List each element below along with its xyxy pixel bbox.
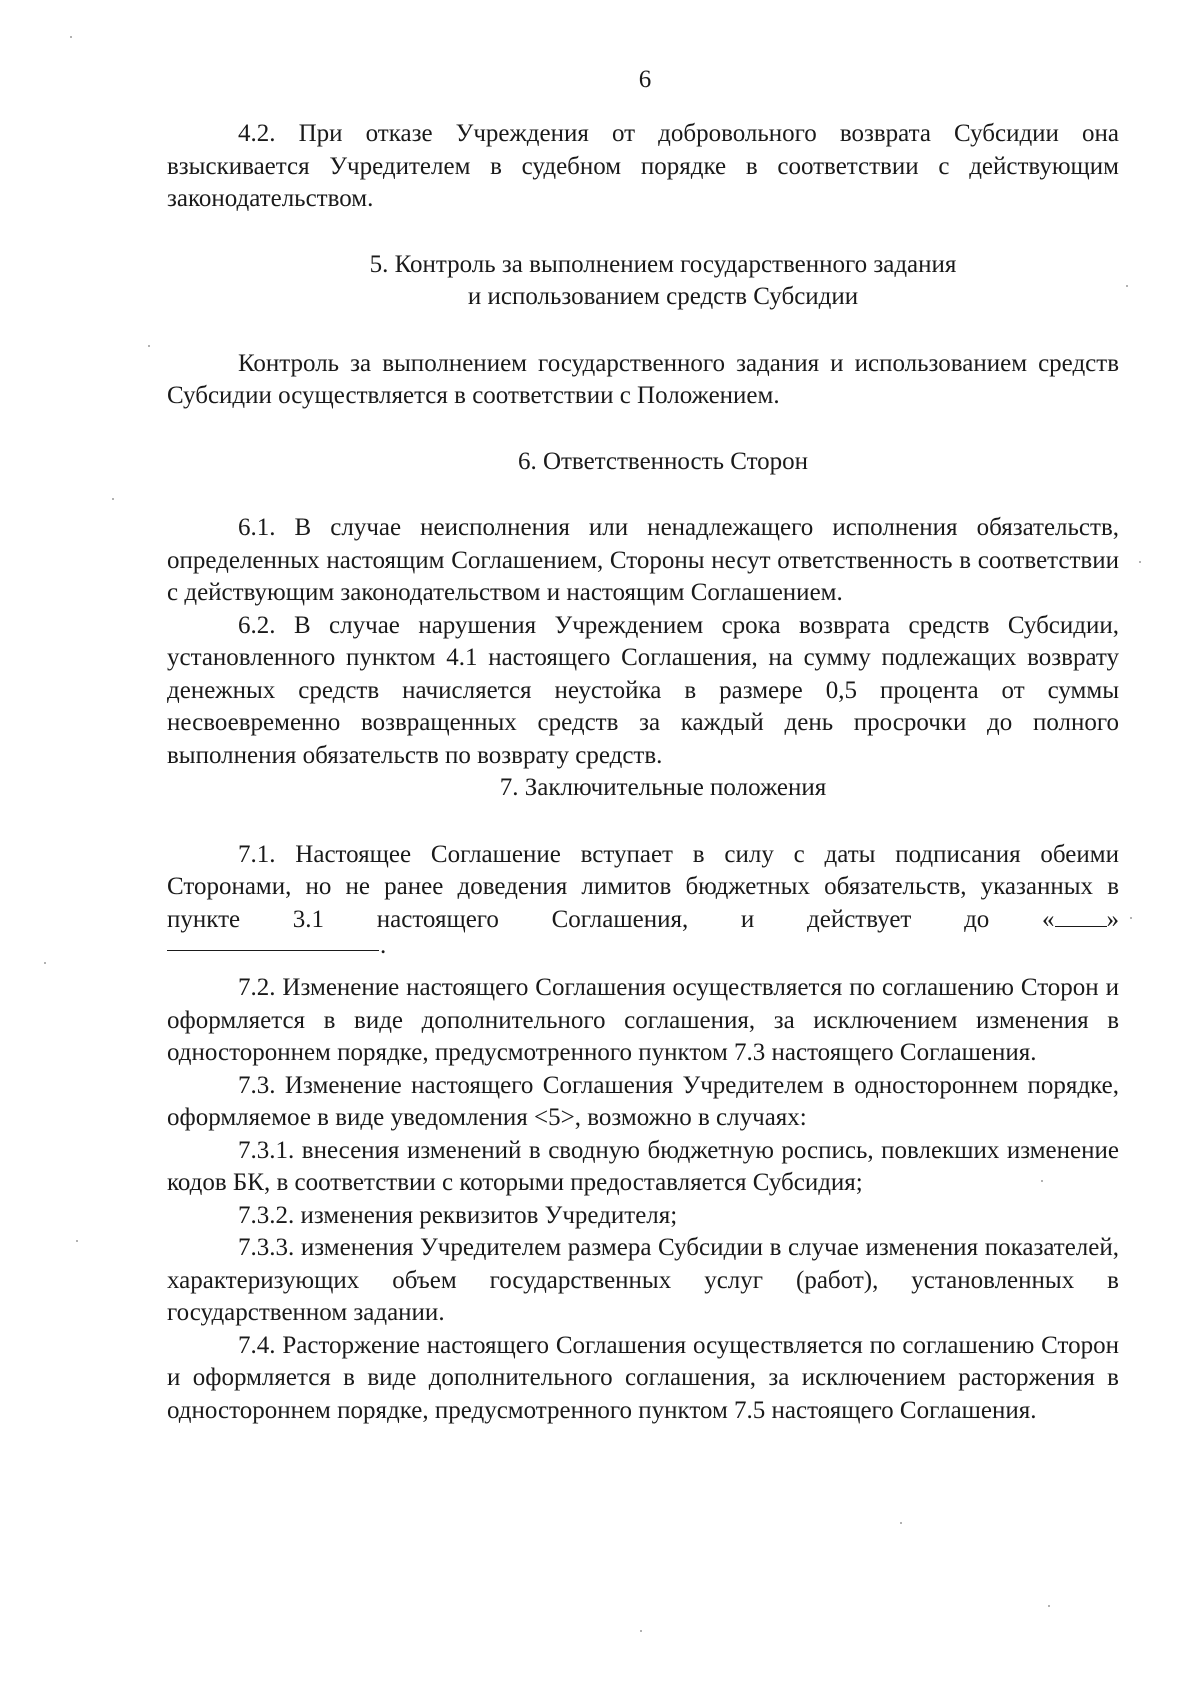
scan-speck bbox=[900, 1522, 902, 1524]
paragraph-7-4: 7.4. Расторжение настоящего Соглашения осуществляется по соглашению Сторон и оформляется в виде дополнительного соглашения, за исключением расторжения в одностороннем порядке, предусмотренного пунктом 7.5 настоящего Соглашения. bbox=[167, 1331, 1119, 1424]
scan-speck bbox=[1041, 1180, 1043, 1182]
scan-speck bbox=[1048, 1605, 1050, 1607]
paragraph-7-1-end: . bbox=[380, 932, 387, 959]
scan-speck bbox=[112, 498, 114, 500]
heading-section-7: 7. Заключительные положения bbox=[499, 774, 827, 801]
date-month-year-blank bbox=[167, 950, 379, 951]
scan-speck bbox=[1130, 917, 1132, 919]
paragraph-7-1-quote-close: » bbox=[1106, 905, 1119, 933]
paragraph-7-3: 7.3. Изменение настоящего Соглашения Учредителем в одностороннем порядке, оформляемое в виде уведомления <5>, возможно в случаях: bbox=[167, 1071, 1119, 1131]
date-month-year-row bbox=[167, 932, 1119, 972]
paragraph-7-3-1: 7.3.1. внесения изменений в сводную бюджетную роспись, повлекших изменение кодов БК, в соответствии с которыми предоставляется Субсидия; bbox=[167, 1136, 1119, 1196]
paragraph-6-2: 6.2. В случае нарушения Учреждением срока возврата средств Субсидии, установленного пунктом 4.1 настоящего Соглашения, на сумму подлежащих возврату денежных средств начисляется неустойка в размере 0,5 процента от суммы несвоевременно возвращенных средств за каждый день просрочки до полного выполнения обязательств по возврату средств. bbox=[167, 611, 1119, 769]
paragraph-6-1: 6.1. В случае неисполнения или ненадлежащего исполнения обязательств, определенных настоящим Соглашением, Стороны несут ответственность в соответствии с действующим законодательством и настоящим Соглашением. bbox=[167, 514, 1119, 606]
page-number: 6 bbox=[638, 66, 652, 93]
paragraph-4-2: 4.2. При отказе Учреждения от добровольного возврата Субсидии она взыскивается Учредителем в судебном порядке в соответствии с действующим законодательством. bbox=[167, 120, 1119, 212]
scan-speck bbox=[640, 1630, 642, 1632]
document-body bbox=[167, 118, 1119, 1427]
heading-section-6: 6. Ответственность Сторон bbox=[517, 447, 809, 475]
scan-speck bbox=[70, 36, 72, 38]
paragraph-7-2: 7.2. Изменение настоящего Соглашения осуществляется по соглашению Сторон и оформляется в виде дополнительного соглашения, за исключением изменения в одностороннем порядке, предусмотренного пунктом 7.3 настоящего Соглашения. bbox=[167, 974, 1119, 1066]
date-day-blank bbox=[1055, 906, 1107, 927]
heading-section-5-line-1: 5. Контроль за выполнением государственного задания bbox=[369, 250, 957, 278]
scan-speck bbox=[148, 345, 150, 347]
scan-speck bbox=[44, 962, 46, 964]
scan-speck bbox=[1139, 561, 1141, 563]
scan-speck bbox=[1126, 285, 1128, 287]
paragraph-5: Контроль за выполнением государственного задания и использованием средств Субсидии осуществляется в соответствии с Положением. bbox=[167, 349, 1119, 409]
heading-section-5-line-2: и использованием средств Субсидии bbox=[467, 283, 859, 310]
paragraph-7-3-3: 7.3.3. изменения Учредителем размера Субсидии в случае изменения показателей, характеризующих объем государственных услуг (работ), установленных в государственном задании. bbox=[167, 1234, 1119, 1326]
scan-speck bbox=[76, 1240, 78, 1242]
paragraph-7-1-text: 7.1. Настоящее Соглашение вступает в силу с даты подписания обеими Сторонами, но не ранее доведения лимитов бюджетных обязательств, указанных в пункте 3.1 настоящего Соглашения, и действует до « bbox=[167, 840, 1119, 933]
paragraph-7-3-2: 7.3.2. изменения реквизитов Учредителя; bbox=[238, 1201, 678, 1229]
paragraph-7-1 bbox=[167, 839, 1119, 937]
